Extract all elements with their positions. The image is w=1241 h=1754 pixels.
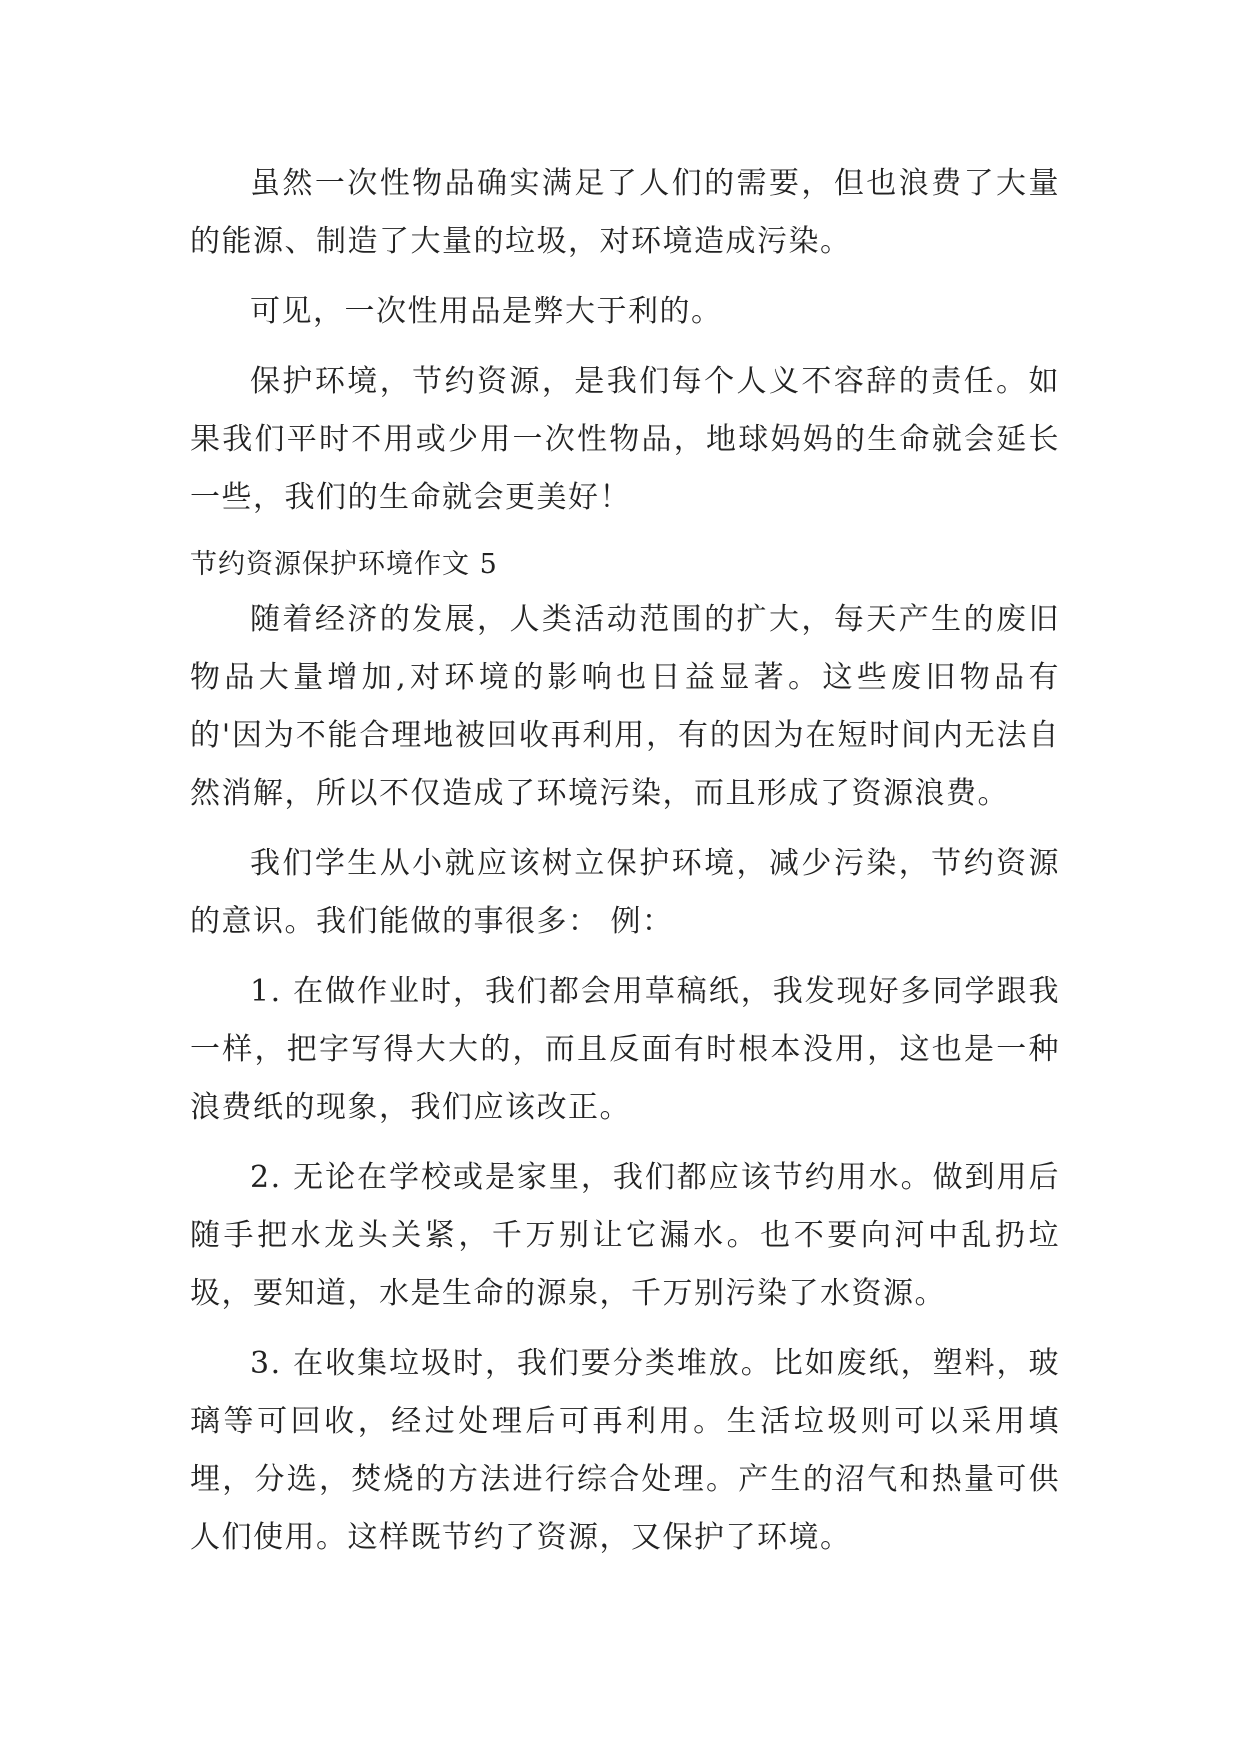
paragraph-7: 2. 无论在学校或是家里，我们都应该节约用水。做到用后随手把水龙头关紧，千万别让它漏水。也不要向河中乱扔垃圾，要知道，水是生命的源泉，千万别污染了水资源。 [190,1160,1060,1311]
section-heading: 节约资源保护环境作文 5 [190,549,498,580]
document-body [190,155,1060,1567]
paragraph-8: 3. 在收集垃圾时，我们要分类堆放。比如废纸，塑料，玻璃等可回收，经过处理后可再利用。生活垃圾则可以采用填埋，分选，焚烧的方法进行综合处理。产生的沼气和热量可供人们使用。这样既节约了资源，又保护了环境。 [190,1346,1060,1555]
paragraph-2: 可见，一次性用品是弊大于利的。 [250,294,723,329]
paragraph-6: 1. 在做作业时，我们都会用草稿纸，我发现好多同学跟我一样，把字写得大大的，而且反面有时根本没用，这也是一种浪费纸的现象，我们应该改正。 [190,974,1060,1125]
paragraph-1: 虽然一次性物品确实满足了人们的需要，但也浪费了大量的能源、制造了大量的垃圾，对环境造成污染。 [190,166,1060,259]
paragraph-5: 我们学生从小就应该树立保护环境，减少污染，节约资源的意识。我们能做的事很多： 例： [190,846,1060,939]
paragraph-4: 随着经济的发展，人类活动范围的扩大，每天产生的废旧物品大量增加,对环境的影响也日益显著。这些废旧物品有的'因为不能合理地被回收再利用，有的因为在短时间内无法自然消解，所以不仅造成了环境污染，而且形成了资源浪费。 [190,602,1060,811]
paragraph-3: 保护环境，节约资源，是我们每个人义不容辞的责任。如果我们平时不用或少用一次性物品，地球妈妈的生命就会延长一些，我们的生命就会更美好！ [190,364,1060,515]
